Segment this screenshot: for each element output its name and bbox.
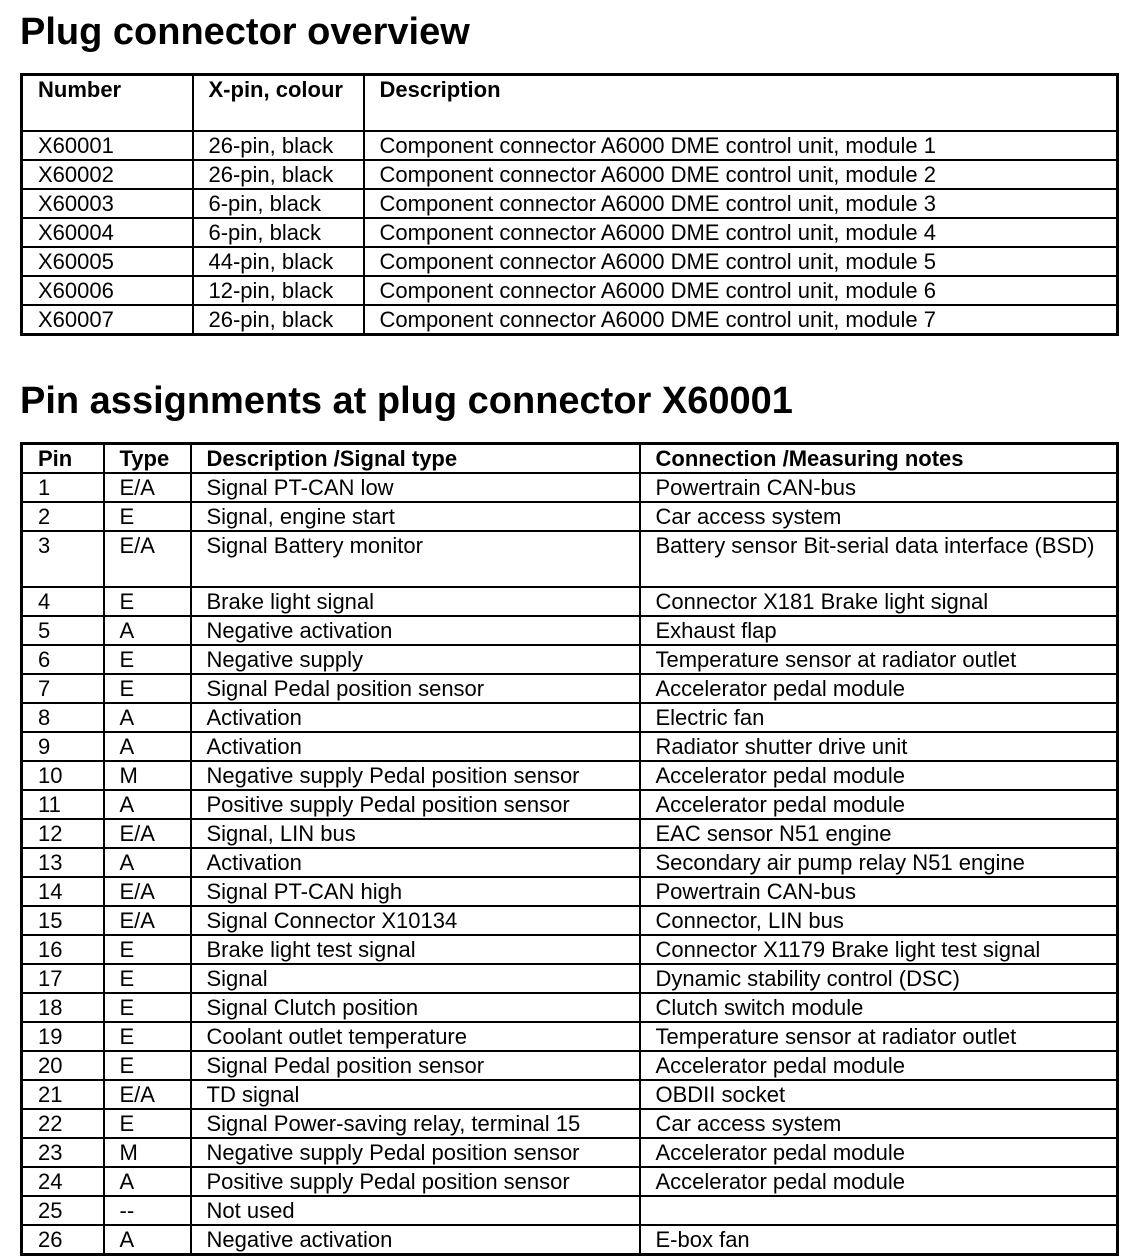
cell-number: X60006	[22, 276, 193, 305]
cell-signal-type: Signal PT-CAN high	[191, 877, 640, 906]
cell-type: A	[104, 732, 191, 761]
cell-type: E/A	[104, 1080, 191, 1109]
cell-number: X60001	[22, 131, 193, 160]
cell-type: A	[104, 616, 191, 645]
table-row	[22, 1225, 1118, 1255]
cell-pin: 26	[22, 1225, 104, 1255]
cell-description: Component connector A6000 DME control unit, module 4	[364, 218, 1118, 247]
overview-title: Plug connector overview	[20, 11, 470, 53]
cell-pin: 11	[22, 790, 104, 819]
cell-signal-type: Coolant outlet temperature	[191, 1022, 640, 1051]
table-row	[22, 703, 1118, 732]
column-header-description: Description	[364, 75, 1118, 131]
cell-pin: 14	[22, 877, 104, 906]
cell-signal-type: Signal Battery monitor	[191, 531, 640, 587]
cell-measuring-notes: Powertrain CAN-bus	[640, 473, 1118, 502]
cell-type: E	[104, 674, 191, 703]
cell-type: E/A	[104, 473, 191, 502]
cell-measuring-notes: Accelerator pedal module	[640, 1167, 1118, 1196]
cell-measuring-notes: EAC sensor N51 engine	[640, 819, 1118, 848]
table-row	[22, 531, 1118, 587]
cell-signal-type: TD signal	[191, 1080, 640, 1109]
cell-signal-type: Signal Connector X10134	[191, 906, 640, 935]
cell-number: X60002	[22, 160, 193, 189]
table-row	[22, 1167, 1118, 1196]
cell-signal-type: Negative supply Pedal position sensor	[191, 761, 640, 790]
cell-type: E/A	[104, 906, 191, 935]
cell-measuring-notes: Connector X1179 Brake light test signal	[640, 935, 1118, 964]
cell-description: Component connector A6000 DME control unit, module 3	[364, 189, 1118, 218]
cell-type: M	[104, 761, 191, 790]
cell-measuring-notes: Radiator shutter drive unit	[640, 732, 1118, 761]
table-row	[22, 993, 1118, 1022]
cell-measuring-notes: E-box fan	[640, 1225, 1118, 1255]
cell-type: E	[104, 645, 191, 674]
table-row	[22, 761, 1118, 790]
cell-type: E	[104, 1022, 191, 1051]
cell-type: E	[104, 587, 191, 616]
cell-signal-type: Not used	[191, 1196, 640, 1225]
cell-pin: 5	[22, 616, 104, 645]
cell-x-pin-colour: 26-pin, black	[193, 160, 364, 189]
pin-assignments-table	[20, 442, 1119, 1256]
cell-measuring-notes: Clutch switch module	[640, 993, 1118, 1022]
cell-pin: 6	[22, 645, 104, 674]
cell-type: A	[104, 848, 191, 877]
cell-pin: 3	[22, 531, 104, 587]
table-row	[22, 1080, 1118, 1109]
table-row	[22, 1022, 1118, 1051]
table-row	[22, 587, 1118, 616]
cell-pin: 23	[22, 1138, 104, 1167]
cell-signal-type: Negative supply	[191, 645, 640, 674]
cell-description: Component connector A6000 DME control unit, module 5	[364, 247, 1118, 276]
table-row	[22, 848, 1118, 877]
cell-type: E	[104, 502, 191, 531]
cell-signal-type: Positive supply Pedal position sensor	[191, 790, 640, 819]
cell-description: Component connector A6000 DME control unit, module 6	[364, 276, 1118, 305]
table-row	[22, 189, 1118, 218]
cell-signal-type: Negative activation	[191, 616, 640, 645]
table-row	[22, 1051, 1118, 1080]
table-row	[22, 819, 1118, 848]
cell-pin: 24	[22, 1167, 104, 1196]
cell-number: X60007	[22, 305, 193, 335]
cell-number: X60003	[22, 189, 193, 218]
table-row	[22, 877, 1118, 906]
cell-measuring-notes: Connector X181 Brake light signal	[640, 587, 1118, 616]
table-row	[22, 1196, 1118, 1225]
cell-pin: 21	[22, 1080, 104, 1109]
cell-description: Component connector A6000 DME control unit, module 7	[364, 305, 1118, 335]
cell-type: A	[104, 1225, 191, 1255]
cell-measuring-notes: Temperature sensor at radiator outlet	[640, 645, 1118, 674]
cell-measuring-notes: Accelerator pedal module	[640, 1051, 1118, 1080]
cell-pin: 4	[22, 587, 104, 616]
cell-x-pin-colour: 6-pin, black	[193, 218, 364, 247]
cell-type: --	[104, 1196, 191, 1225]
pin-assignments-title: Pin assignments at plug connector X60001	[20, 380, 793, 422]
cell-signal-type: Activation	[191, 703, 640, 732]
cell-signal-type: Signal Clutch position	[191, 993, 640, 1022]
cell-measuring-notes: Electric fan	[640, 703, 1118, 732]
cell-x-pin-colour: 26-pin, black	[193, 305, 364, 335]
table-header-row	[22, 444, 1118, 474]
cell-type: E	[104, 993, 191, 1022]
cell-signal-type: Signal PT-CAN low	[191, 473, 640, 502]
column-header-x-pin-colour: X-pin, colour	[193, 75, 364, 131]
cell-measuring-notes: Accelerator pedal module	[640, 790, 1118, 819]
cell-pin: 9	[22, 732, 104, 761]
cell-description: Component connector A6000 DME control unit, module 1	[364, 131, 1118, 160]
table-row	[22, 1138, 1118, 1167]
table-row	[22, 732, 1118, 761]
cell-signal-type: Activation	[191, 732, 640, 761]
cell-type: A	[104, 703, 191, 732]
cell-pin: 12	[22, 819, 104, 848]
cell-signal-type: Brake light signal	[191, 587, 640, 616]
cell-signal-type: Signal, engine start	[191, 502, 640, 531]
cell-x-pin-colour: 6-pin, black	[193, 189, 364, 218]
plug-connector-overview-table	[20, 73, 1119, 336]
cell-measuring-notes: Exhaust flap	[640, 616, 1118, 645]
table-row	[22, 276, 1118, 305]
table-row	[22, 502, 1118, 531]
column-header-pin: Pin	[22, 444, 104, 474]
cell-type: A	[104, 790, 191, 819]
cell-signal-type: Positive supply Pedal position sensor	[191, 1167, 640, 1196]
cell-pin: 17	[22, 964, 104, 993]
cell-pin: 18	[22, 993, 104, 1022]
cell-pin: 19	[22, 1022, 104, 1051]
cell-measuring-notes: Battery sensor Bit-serial data interface (BSD)	[640, 531, 1118, 587]
column-header-signal-type: Description /Signal type	[191, 444, 640, 474]
cell-pin: 7	[22, 674, 104, 703]
table-row	[22, 935, 1118, 964]
cell-type: E/A	[104, 877, 191, 906]
cell-measuring-notes: Accelerator pedal module	[640, 674, 1118, 703]
cell-pin: 22	[22, 1109, 104, 1138]
cell-signal-type: Signal	[191, 964, 640, 993]
cell-measuring-notes: Dynamic stability control (DSC)	[640, 964, 1118, 993]
cell-signal-type: Brake light test signal	[191, 935, 640, 964]
table-row	[22, 160, 1118, 189]
cell-measuring-notes: Temperature sensor at radiator outlet	[640, 1022, 1118, 1051]
cell-signal-type: Signal Pedal position sensor	[191, 1051, 640, 1080]
table-header-row	[22, 75, 1118, 131]
table-row	[22, 1109, 1118, 1138]
cell-pin: 13	[22, 848, 104, 877]
cell-measuring-notes: Accelerator pedal module	[640, 761, 1118, 790]
cell-measuring-notes: Car access system	[640, 1109, 1118, 1138]
cell-pin: 25	[22, 1196, 104, 1225]
table-row	[22, 790, 1118, 819]
cell-signal-type: Signal Pedal position sensor	[191, 674, 640, 703]
table-row	[22, 964, 1118, 993]
table-row	[22, 218, 1118, 247]
cell-measuring-notes: Powertrain CAN-bus	[640, 877, 1118, 906]
cell-signal-type: Negative activation	[191, 1225, 640, 1255]
table-row	[22, 305, 1118, 335]
column-header-number: Number	[22, 75, 193, 131]
cell-type: E/A	[104, 531, 191, 587]
cell-measuring-notes: Connector, LIN bus	[640, 906, 1118, 935]
cell-x-pin-colour: 12-pin, black	[193, 276, 364, 305]
cell-type: E/A	[104, 819, 191, 848]
column-header-measuring-notes: Connection /Measuring notes	[640, 444, 1118, 474]
cell-type: A	[104, 1167, 191, 1196]
cell-measuring-notes: Secondary air pump relay N51 engine	[640, 848, 1118, 877]
cell-pin: 1	[22, 473, 104, 502]
cell-measuring-notes: OBDII socket	[640, 1080, 1118, 1109]
table-row	[22, 247, 1118, 276]
cell-pin: 8	[22, 703, 104, 732]
table-row	[22, 473, 1118, 502]
column-header-type: Type	[104, 444, 191, 474]
cell-signal-type: Signal, LIN bus	[191, 819, 640, 848]
cell-signal-type: Signal Power-saving relay, terminal 15	[191, 1109, 640, 1138]
cell-type: E	[104, 964, 191, 993]
cell-pin: 20	[22, 1051, 104, 1080]
cell-signal-type: Negative supply Pedal position sensor	[191, 1138, 640, 1167]
table-row	[22, 616, 1118, 645]
table-row	[22, 645, 1118, 674]
cell-x-pin-colour: 26-pin, black	[193, 131, 364, 160]
cell-type: E	[104, 935, 191, 964]
cell-type: E	[104, 1051, 191, 1080]
cell-number: X60005	[22, 247, 193, 276]
cell-signal-type: Activation	[191, 848, 640, 877]
cell-measuring-notes: Car access system	[640, 502, 1118, 531]
cell-type: E	[104, 1109, 191, 1138]
cell-type: M	[104, 1138, 191, 1167]
cell-pin: 10	[22, 761, 104, 790]
cell-pin: 2	[22, 502, 104, 531]
table-row	[22, 131, 1118, 160]
cell-measuring-notes: Accelerator pedal module	[640, 1138, 1118, 1167]
table-row	[22, 674, 1118, 703]
cell-measuring-notes	[640, 1196, 1118, 1225]
cell-pin: 15	[22, 906, 104, 935]
cell-x-pin-colour: 44-pin, black	[193, 247, 364, 276]
cell-description: Component connector A6000 DME control unit, module 2	[364, 160, 1118, 189]
cell-pin: 16	[22, 935, 104, 964]
cell-number: X60004	[22, 218, 193, 247]
table-row	[22, 906, 1118, 935]
